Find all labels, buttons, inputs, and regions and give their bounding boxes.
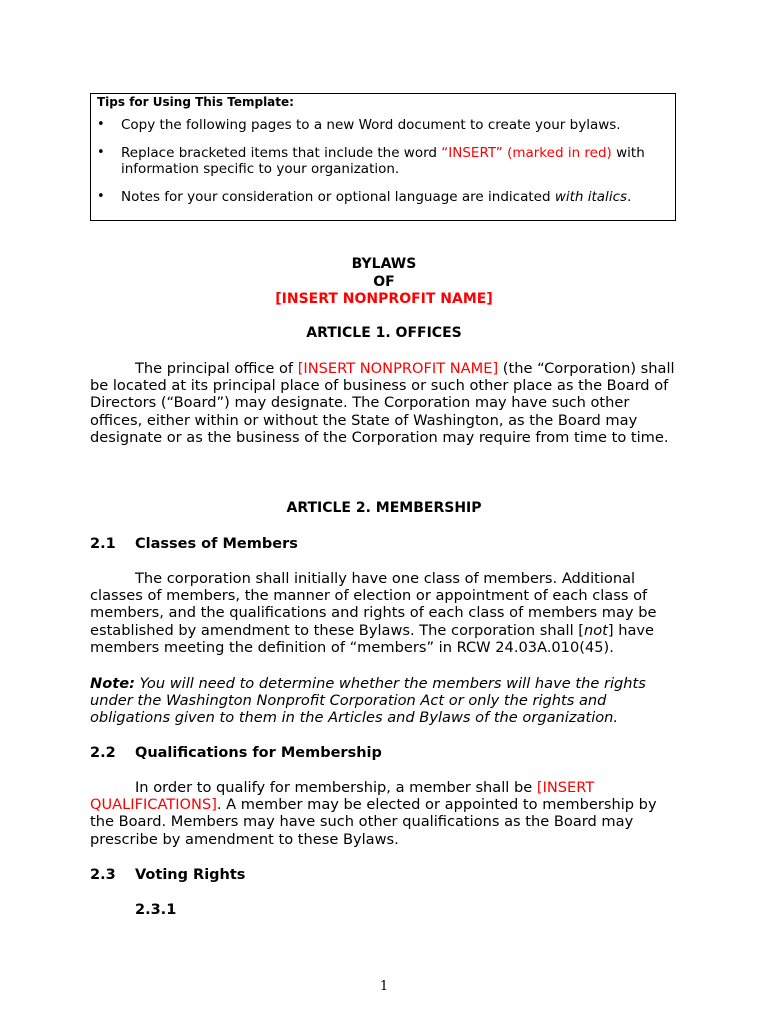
bullet-icon: • bbox=[97, 189, 105, 204]
section-number: 2.3 bbox=[90, 867, 116, 883]
article-1-red-insert: [INSERT NONPROFIT NAME] bbox=[297, 360, 499, 377]
section-2-2-red-insert: [INSERT QUALIFICATIONS] bbox=[90, 779, 595, 814]
section-title: Voting Rights bbox=[135, 867, 246, 883]
title-line-nonprofit-name: [INSERT NONPROFIT NAME] bbox=[275, 291, 493, 307]
section-2-2-paragraph bbox=[90, 779, 682, 848]
note-paragraph bbox=[90, 675, 682, 727]
tip-text: Copy the following pages to a new Word document to create your bylaws. bbox=[121, 117, 621, 133]
section-number: 2.2 bbox=[90, 745, 116, 761]
article-2-heading: ARTICLE 2. MEMBERSHIP bbox=[286, 500, 482, 516]
tips-list-item bbox=[97, 117, 669, 133]
section-2-1-text-after: ] have members meeting the definition of “members” in RCW 24.03A.010(45). bbox=[90, 621, 655, 656]
article-1-text-after: (the “Corporation) shall be located at its principal place of business or such other place as the Board of Directors (“Board”) may designate. The Corporation may have such other offices, either within or without the State of Washington, as the Board may designate or as the business of the Corporation may require from time to time. bbox=[90, 360, 675, 446]
tip-text: Notes for your consideration or optional language are indicated bbox=[121, 189, 555, 205]
bullet-icon: • bbox=[97, 145, 105, 160]
section-2-2-text-before: In order to qualify for membership, a member shall be bbox=[135, 779, 537, 796]
tip-italic-text: with italics bbox=[554, 189, 628, 205]
tip-text-after: with information specific to your organization. bbox=[121, 145, 645, 177]
bullet-icon: • bbox=[97, 117, 105, 132]
section-2-1-heading bbox=[90, 535, 298, 553]
section-2-2-text-after: . A member may be elected or appointed to membership by the Board. Members may have such other qualifications as the Board may prescribe by amendment to these Bylaws. bbox=[90, 796, 657, 848]
section-title: Classes of Members bbox=[135, 536, 298, 552]
tips-list-item bbox=[97, 145, 669, 177]
section-title: Qualifications for Membership bbox=[135, 745, 382, 761]
tips-list bbox=[97, 117, 669, 205]
page-number: 1 bbox=[379, 979, 389, 994]
section-2-1-text-before: The corporation shall initially have one class of members. Additional classes of members, the manner of election or appointment of each class of members, and the qualifications and rights of each class of members may be established by amendment to these Bylaws. The corporation shall [ bbox=[90, 570, 657, 639]
section-2-1-italic: not bbox=[583, 621, 608, 639]
tip-text-end: . bbox=[627, 189, 632, 205]
tips-heading: Tips for Using This Template: bbox=[97, 95, 294, 109]
article-1-paragraph bbox=[90, 360, 682, 446]
note-text: You will need to determine whether the members will have the rights under the Washington Nonprofit Corporation Act or only the rights and obligations given to them in the Articles and Bylaws of the organization. bbox=[90, 675, 646, 727]
article-1-heading: ARTICLE 1. OFFICES bbox=[306, 325, 462, 341]
section-number: 2.1 bbox=[90, 536, 116, 552]
tip-text: Replace bracketed items that include the word bbox=[121, 145, 442, 161]
title-line-of: OF bbox=[373, 273, 395, 290]
article-1-text-before: The principal office of bbox=[135, 360, 298, 377]
title-line-bylaws: BYLAWS bbox=[351, 256, 417, 272]
document-title bbox=[90, 256, 678, 309]
tip-red-text: “INSERT” (marked in red) bbox=[441, 145, 612, 161]
section-2-2-heading bbox=[90, 744, 382, 762]
tips-box bbox=[90, 93, 676, 221]
section-2-1-paragraph bbox=[90, 570, 682, 656]
tips-list-item bbox=[97, 189, 669, 205]
note-label: Note: bbox=[90, 675, 135, 692]
section-2-3-heading bbox=[90, 866, 245, 884]
subsection-2-3-1-heading: 2.3.1 bbox=[135, 902, 177, 918]
